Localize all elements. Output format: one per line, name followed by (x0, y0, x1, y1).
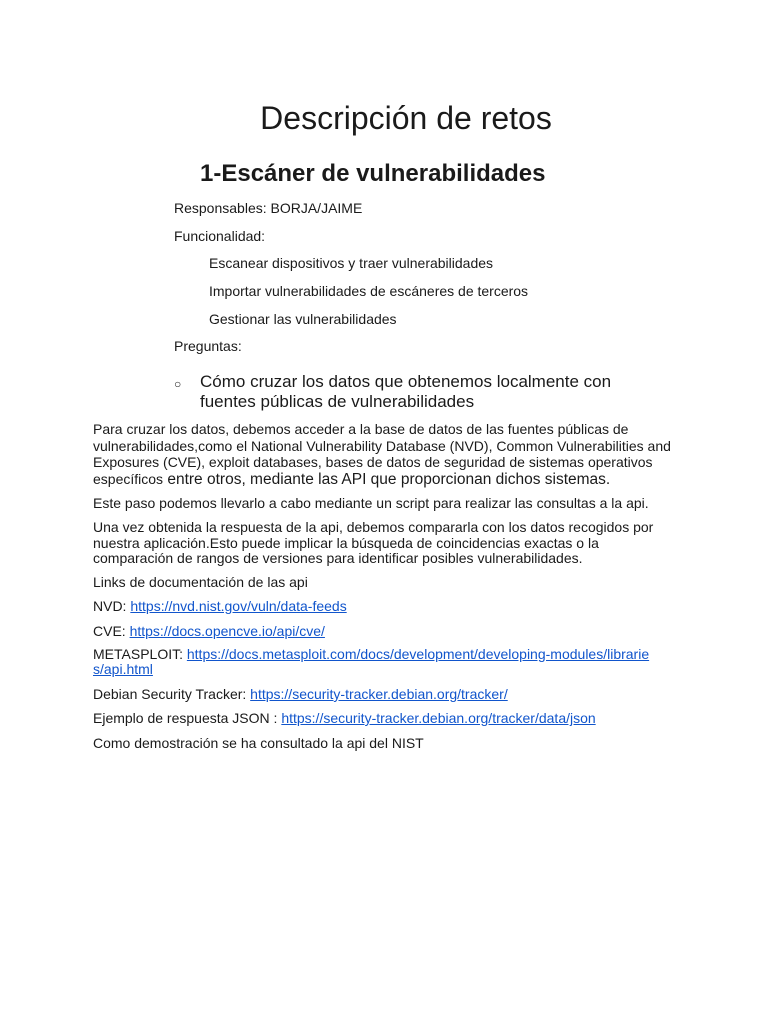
cve-link[interactable]: https://docs.opencve.io/api/cve/ (129, 623, 325, 639)
link-label: Ejemplo de respuesta JSON : (93, 710, 282, 726)
link-row-json (93, 710, 673, 727)
paragraph-comparar: Una vez obtenida la respuesta de la api, debemos compararla con los datos recogidos por nuestra aplicación.Esto puede implicar la búsqueda de coincidencias exactas o la comparación de rangos de versiones para identificar posibles vulnerabilidades. (93, 519, 654, 566)
link-row-cve (93, 623, 673, 640)
link-label: METASPLOIT: (93, 646, 187, 662)
debian-tracker-link[interactable]: https://security-tracker.debian.org/tracker/ (250, 686, 508, 702)
page-title: Descripción de retos (260, 100, 552, 136)
json-example-link[interactable]: https://security-tracker.debian.org/tracker/data/json (281, 710, 596, 726)
question-text: Cómo cruzar los datos que obtenemos localmente con fuentes públicas de vulnerabilidades (200, 372, 612, 411)
metasploit-link[interactable]: https://docs.metasploit.com/docs/development/developing-modules/libraries/api.html (93, 646, 650, 677)
hollow-circle-bullet-icon: ○ (174, 377, 182, 391)
section-title: 1-Escáner de vulnerabilidades (200, 160, 546, 187)
responsables-line: Responsables: BORJA/JAIME (174, 200, 363, 216)
funcionalidad-item: Escanear dispositivos y traer vulnerabilidades (209, 255, 494, 271)
links-label: Links de documentación de las api (93, 574, 308, 590)
link-label: NVD: (93, 598, 131, 614)
preguntas-label: Preguntas: (174, 338, 242, 354)
funcionalidad-label: Funcionalidad: (174, 228, 266, 244)
link-row-debian (93, 686, 673, 703)
funcionalidad-item: Gestionar las vulnerabilidades (209, 311, 397, 327)
funcionalidad-item: Importar vulnerabilidades de escáneres de terceros (209, 283, 529, 299)
paragraph-script: Este paso podemos llevarlo a cabo mediante un script para realizar las consultas a la api. (93, 495, 649, 511)
paragraph-cruzar (93, 421, 673, 488)
nvd-link[interactable]: https://nvd.nist.gov/vuln/data-feeds (130, 598, 347, 614)
link-label: CVE: (93, 623, 130, 639)
link-row-nvd (93, 598, 673, 615)
link-row-metasploit (93, 647, 653, 677)
demo-line: Como demostración se ha consultado la api del NIST (93, 735, 424, 751)
paragraph-text: entre otros, mediante las API que proporcionan dichos sistemas. (163, 470, 611, 488)
paragraph-text: Para cruzar los datos, debemos acceder a la base de datos de las fuentes públicas de vulnerabilidades,como el National Vulnerability Database (NVD), Common Vulnerabilities and Exposures (CVE), exploit databases, bases de datos de seguridad de sistemas operativos específicos (93, 421, 671, 487)
link-label: Debian Security Tracker: (93, 686, 251, 702)
